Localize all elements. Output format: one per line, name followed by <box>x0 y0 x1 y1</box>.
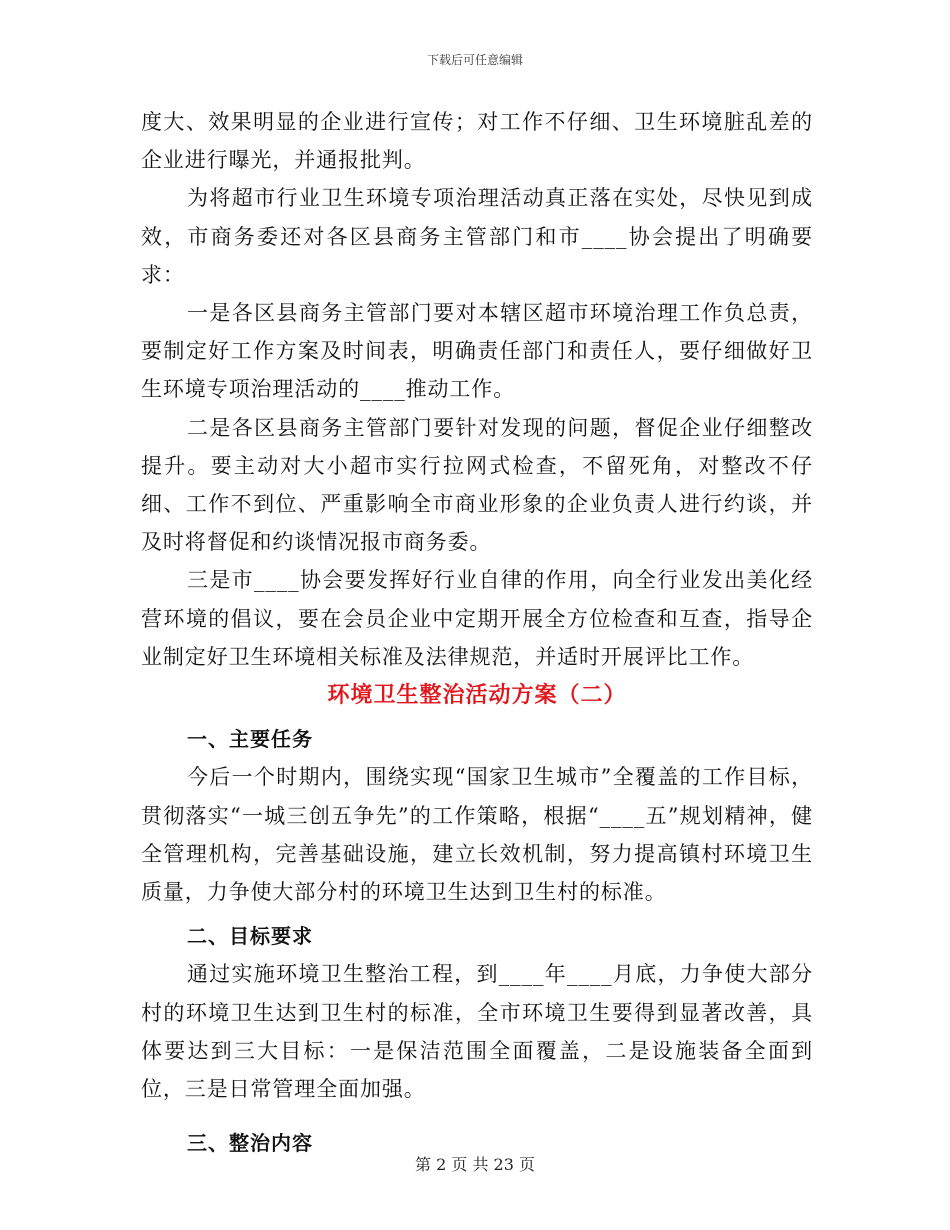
section-text-goals: 通过实施环境卫生整治工程，到____年____月底，力争使大部分村的环境卫生达到卫生村的标准，全市环境卫生要得到显著改善，具体要达到三大目标：一是保洁范围全面覆盖，二是设施装备全面到位，三是日常管理全面加强。 <box>141 962 813 1102</box>
page-footer: 第 2 页 共 23 页 <box>415 1155 535 1174</box>
paragraph-requirement-2: 二是各区县商务主管部门要针对发现的问题，督促企业仔细整改提升。要主动对大小超市实行拉网式检查，不留死角，对整改不仔细、工作不到位、严重影响全市商业形象的企业负责人进行约谈，并及时将督促和约谈情况报市商务委。 <box>141 415 813 555</box>
paragraph-requirements-intro: 为将超市行业卫生环境专项治理活动真正落在实处，尽快见到成效，市商务委还对各区县商务主管部门和市____协会提出了明确要求： <box>141 186 813 287</box>
section-heading-goals: 二、目标要求 <box>187 924 313 949</box>
paragraph-requirement-3: 三是市____协会要发挥好行业自律的作用，向全行业发出美化经营环境的倡议，要在会员企业中定期开展全方位检查和互查，指导企业制定好卫生环境相关标准及法律规范，并适时开展评比工作。 <box>141 568 813 669</box>
section-heading-content: 三、整治内容 <box>187 1131 313 1156</box>
document-title: 环境卫生整治活动方案（二） <box>327 682 627 709</box>
document-body <box>141 103 813 1162</box>
paragraph-continuation: 度大、效果明显的企业进行宣传；对工作不仔细、卫生环境脏乱差的企业进行曝光，并通报批判。 <box>141 110 813 173</box>
section-text-main-tasks: 今后一个时期内，围绕实现“国家卫生城市”全覆盖的工作目标，贯彻落实“一城三创五争先”的工作策略，根据“____五”规划精神，健全管理机构，完善基础设施，建立长效机制，努力提高镇村环境卫生质量，力争使大部分村的环境卫生达到卫生村的标准。 <box>141 765 813 905</box>
paragraph-requirement-1: 一是各区县商务主管部门要对本辖区超市环境治理工作负总责，要制定好工作方案及时间表，明确责任部门和责任人，要仔细做好卫生环境专项治理活动的____推动工作。 <box>141 301 813 402</box>
section-heading-main-tasks: 一、主要任务 <box>187 727 313 752</box>
page-header: 下载后可任意编辑 <box>426 53 523 67</box>
